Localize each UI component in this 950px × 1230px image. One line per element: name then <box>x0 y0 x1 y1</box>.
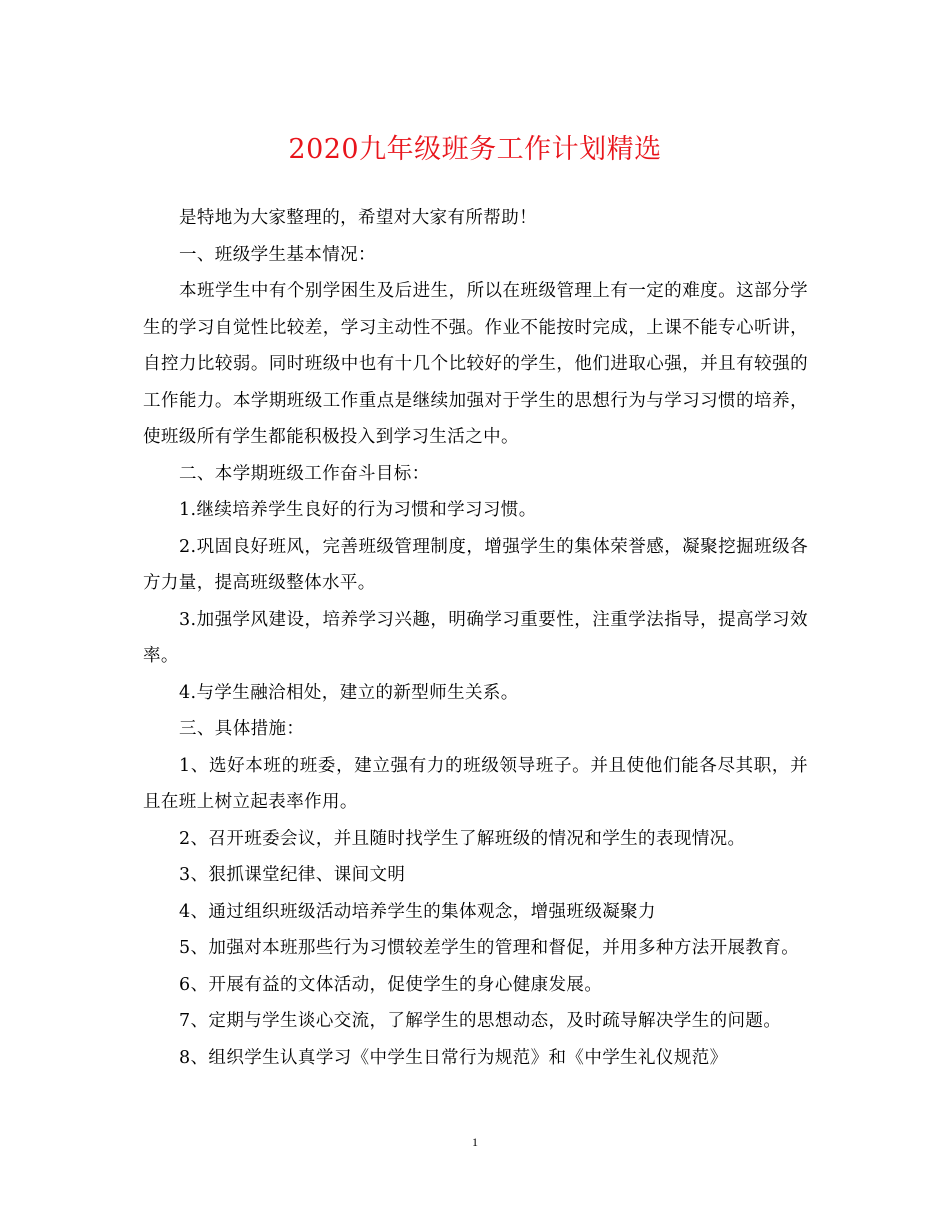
measure-item-3: 3、狠抓课堂纪律、课间文明 <box>179 865 406 885</box>
page-number: 1 <box>472 1135 478 1149</box>
measure-item-6: 6、开展有益的文体活动，促使学生的身心健康发展。 <box>179 974 603 995</box>
document-title: 2020九年级班务工作计划精选 <box>288 134 662 165</box>
section-heading-measures: 三、具体措施： <box>179 719 305 739</box>
measure-item-5: 5、加强对本班那些行为习惯较差学生的管理和督促，并用多种方法开展教育。 <box>179 938 800 958</box>
section-heading-situation: 一、班级学生基本情况： <box>179 244 376 265</box>
measure-item-7: 7、定期与学生谈心交流，了解学生的思想动态，及时疏导解决学生的问题。 <box>179 1011 782 1031</box>
intro-paragraph: 是特地为大家整理的，希望对大家有所帮助！ <box>179 208 537 228</box>
document-body <box>143 200 808 1076</box>
goal-item-3: 3.加强学风建设，培养学习兴趣，明确学习重要性，注重学法指导，提高学习效率。 <box>143 609 808 666</box>
goal-item-2: 2.巩固良好班风，完善班级管理制度，增强学生的集体荣誉感，凝聚挖掘班级各方力量，提高班级整体水平。 <box>143 536 808 593</box>
measure-item-4: 4、通过组织班级活动培养学生的集体观念，增强班级凝聚力 <box>179 901 656 922</box>
section-heading-goals: 二、本学期班级工作奋斗目标： <box>179 463 430 484</box>
measure-item-1: 1、选好本班的班委，建立强有力的班级领导班子。并且使他们能各尽其职，并且在班上树立起表率作用。 <box>143 755 808 812</box>
situation-paragraph: 本班学生中有个别学困生及后进生，所以在班级管理上有一定的难度。这部分学生的学习自觉性比较差，学习主动性不强。作业不能按时完成，上课不能专心听讲，自控力比较弱。同时班级中也有十几个比较好的学生，他们进取心强，并且有较强的工作能力。本学期班级工作重点是继续加强对于学生的思想行为与学习习惯的培养，使班级所有学生都能积极投入到学习生活之中。 <box>143 281 808 447</box>
goal-item-4: 4.与学生融洽相处，建立的新型师生关系。 <box>179 682 519 703</box>
measure-item-8: 8、组织学生认真学习《中学生日常行为规范》和《中学生礼仪规范》 <box>179 1047 728 1068</box>
goal-item-1: 1.继续培养学生良好的行为习惯和学习习惯。 <box>179 500 537 520</box>
measure-item-2: 2、召开班委会议，并且随时找学生了解班级的情况和学生的表现情况。 <box>179 828 746 849</box>
